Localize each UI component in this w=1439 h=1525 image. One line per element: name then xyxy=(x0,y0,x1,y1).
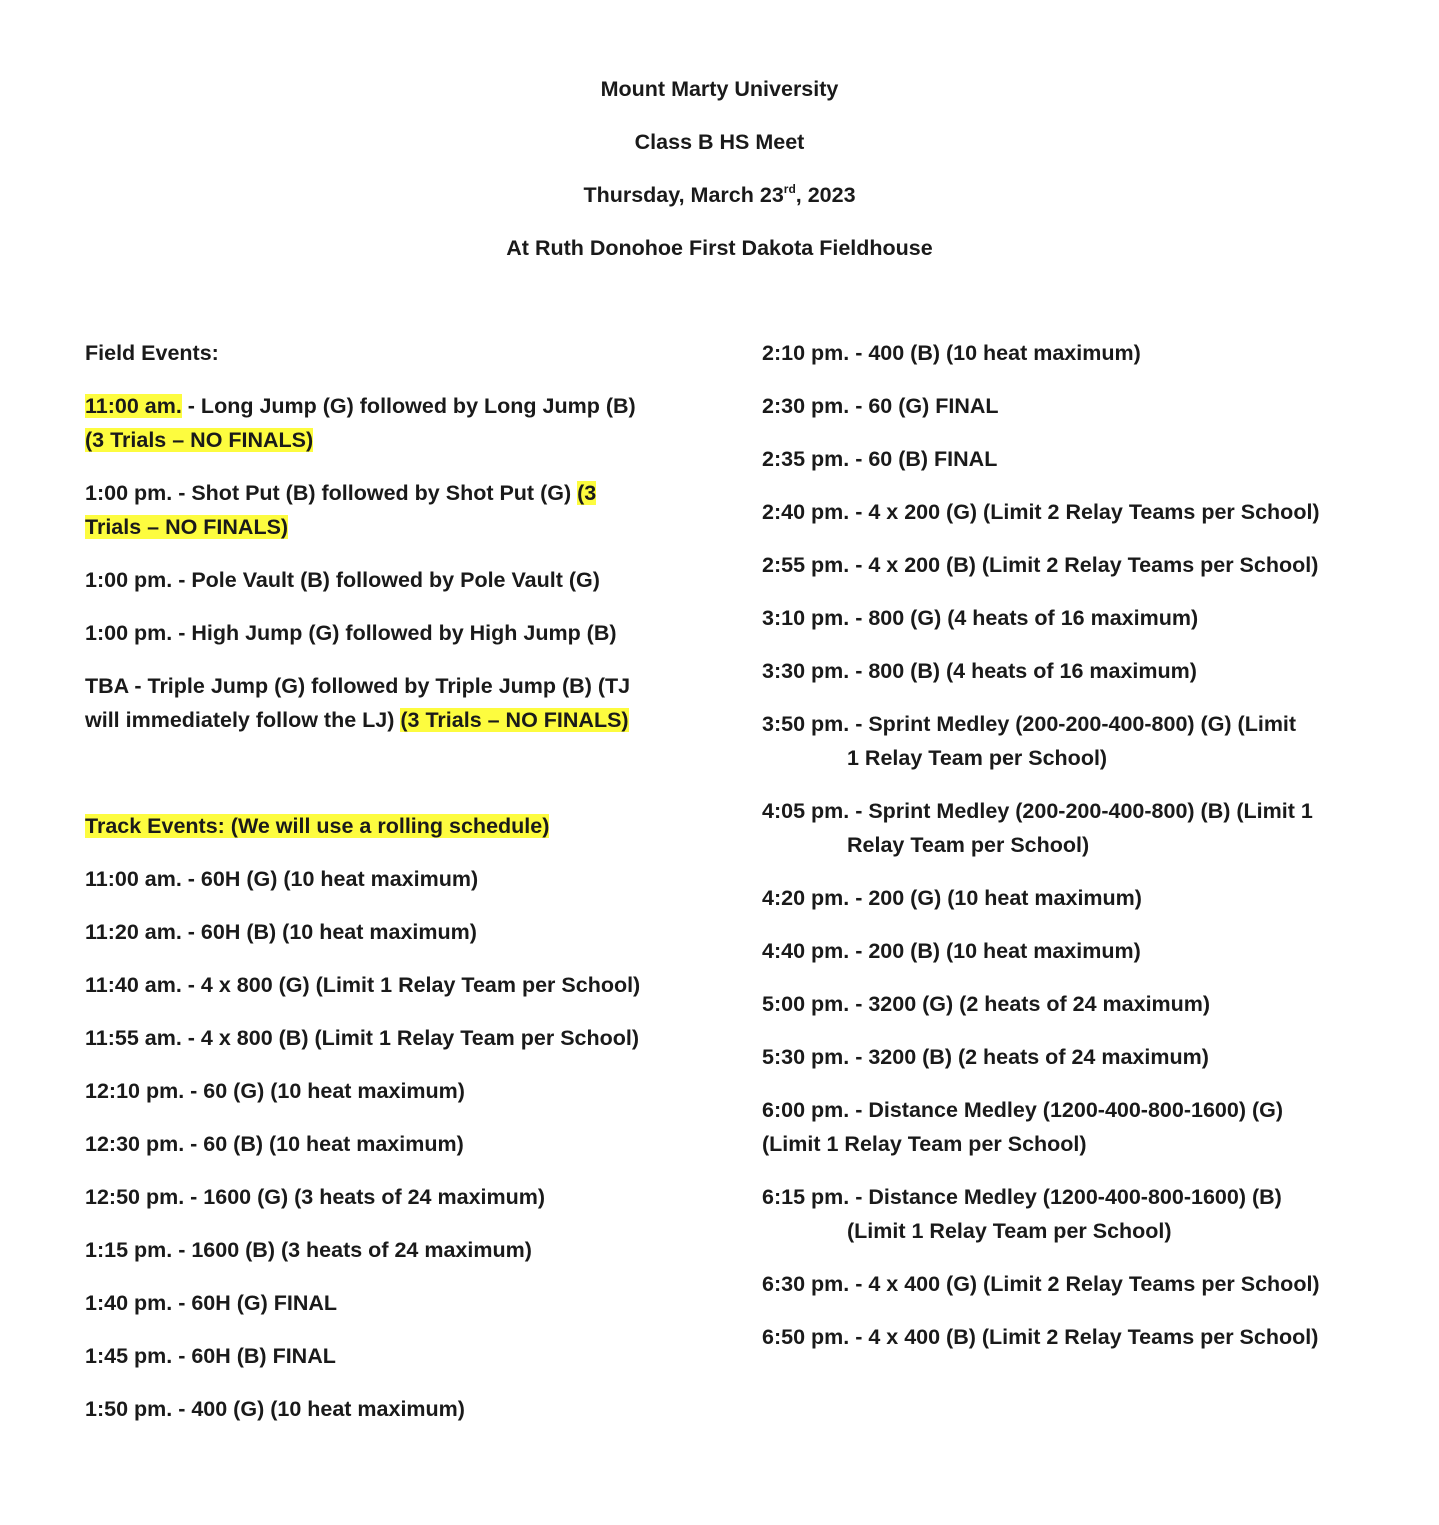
track-event: 1:50 pm. - 400 (G) (10 heat maximum) xyxy=(85,1397,465,1421)
track-event: 11:20 am. - 60H (B) (10 heat maximum) xyxy=(85,920,477,944)
field-event-shot-put xyxy=(85,476,596,544)
track-event: 2:55 pm. - 4 x 200 (B) (Limit 2 Relay Teams per School) xyxy=(762,553,1319,577)
track-event: 1:40 pm. - 60H (G) FINAL xyxy=(85,1291,338,1315)
track-event: 6:30 pm. - 4 x 400 (G) (Limit 2 Relay Teams per School) xyxy=(762,1272,1320,1296)
event-text-continued: 1 Relay Team per School) xyxy=(847,746,1108,770)
track-event: 1:45 pm. - 60H (B) FINAL xyxy=(85,1344,336,1368)
field-event-high-jump: 1:00 pm. - High Jump (G) followed by High Jump (B) xyxy=(85,621,617,645)
highlighted-note: (3 xyxy=(577,481,597,505)
track-event: 2:10 pm. - 400 (B) (10 heat maximum) xyxy=(762,341,1141,365)
meet-venue: At Ruth Donohoe First Dakota Fieldhouse xyxy=(506,236,933,260)
track-event: 5:00 pm. - 3200 (G) (2 heats of 24 maximum) xyxy=(762,992,1211,1016)
track-event: 3:10 pm. - 800 (G) (4 heats of 16 maximum) xyxy=(762,606,1199,630)
meet-name: Class B HS Meet xyxy=(634,130,805,154)
meet-date xyxy=(0,182,1439,208)
event-text-continued: (Limit 1 Relay Team per School) xyxy=(762,1132,1087,1156)
event-text: TBA - Triple Jump (G) followed by Triple Jump (B) (TJ xyxy=(85,674,631,698)
event-text: will immediately follow the LJ) xyxy=(85,708,401,732)
track-event: 12:30 pm. - 60 (B) (10 heat maximum) xyxy=(85,1132,464,1156)
track-event-sprint-medley-girls xyxy=(762,707,1296,775)
track-events-title xyxy=(85,809,549,843)
track-event: 6:50 pm. - 4 x 400 (B) (Limit 2 Relay Teams per School) xyxy=(762,1325,1319,1349)
highlighted-note: Trials – NO FINALS) xyxy=(85,515,289,539)
event-text: 4:05 pm. - Sprint Medley (200-200-400-800) (B) (Limit 1 xyxy=(762,799,1313,823)
event-text: 1:00 pm. - Shot Put (B) followed by Shot Put (G) xyxy=(85,481,578,505)
track-event: 3:30 pm. - 800 (B) (4 heats of 16 maximum) xyxy=(762,659,1197,683)
track-event: 4:40 pm. - 200 (B) (10 heat maximum) xyxy=(762,939,1141,963)
track-event-sprint-medley-boys xyxy=(762,794,1313,862)
highlighted-note: (3 Trials – NO FINALS) xyxy=(400,708,629,732)
track-event: 2:30 pm. - 60 (G) FINAL xyxy=(762,394,999,418)
track-event: 5:30 pm. - 3200 (B) (2 heats of 24 maximum) xyxy=(762,1045,1209,1069)
field-event-pole-vault: 1:00 pm. - Pole Vault (B) followed by Pole Vault (G) xyxy=(85,568,600,592)
field-event-long-jump xyxy=(85,389,636,457)
track-event: 2:40 pm. - 4 x 200 (G) (Limit 2 Relay Teams per School) xyxy=(762,500,1320,524)
track-event: 11:55 am. - 4 x 800 (B) (Limit 1 Relay Team per School) xyxy=(85,1026,640,1050)
track-events-title-text: Track Events: (We will use a rolling schedule) xyxy=(85,814,550,838)
event-text-continued: (Limit 1 Relay Team per School) xyxy=(847,1219,1172,1243)
track-event: 4:20 pm. - 200 (G) (10 heat maximum) xyxy=(762,886,1142,910)
track-event: 12:50 pm. - 1600 (G) (3 heats of 24 maximum) xyxy=(85,1185,546,1209)
track-event: 11:40 am. - 4 x 800 (G) (Limit 1 Relay Team per School) xyxy=(85,973,641,997)
track-event-distance-medley-boys xyxy=(762,1180,1282,1248)
track-event: 2:35 pm. - 60 (B) FINAL xyxy=(762,447,998,471)
track-event: 1:15 pm. - 1600 (B) (3 heats of 24 maximum) xyxy=(85,1238,532,1262)
event-text: - Long Jump (G) followed by Long Jump (B) xyxy=(181,394,636,418)
university-name: Mount Marty University xyxy=(600,77,839,101)
event-text: 3:50 pm. - Sprint Medley (200-200-400-800) (G) (Limit xyxy=(762,712,1297,736)
highlighted-time: 11:00 am. xyxy=(85,394,182,418)
meet-date-year: , 2023 xyxy=(795,183,856,207)
event-text: 6:15 pm. - Distance Medley (1200-400-800-1600) (B) xyxy=(762,1185,1282,1209)
track-event: 11:00 am. - 60H (G) (10 heat maximum) xyxy=(85,867,479,891)
field-event-triple-jump xyxy=(85,669,630,737)
track-event: 12:10 pm. - 60 (G) (10 heat maximum) xyxy=(85,1079,465,1103)
field-events-title: Field Events: xyxy=(85,341,219,365)
meet-date-ordinal: rd xyxy=(783,182,796,196)
track-event-distance-medley-girls xyxy=(762,1093,1283,1161)
highlighted-note: (3 Trials – NO FINALS) xyxy=(85,428,314,452)
meet-date-main: Thursday, March 23 xyxy=(583,183,784,207)
event-text: 6:00 pm. - Distance Medley (1200-400-800-1600) (G) xyxy=(762,1098,1284,1122)
event-text-continued: Relay Team per School) xyxy=(847,833,1090,857)
